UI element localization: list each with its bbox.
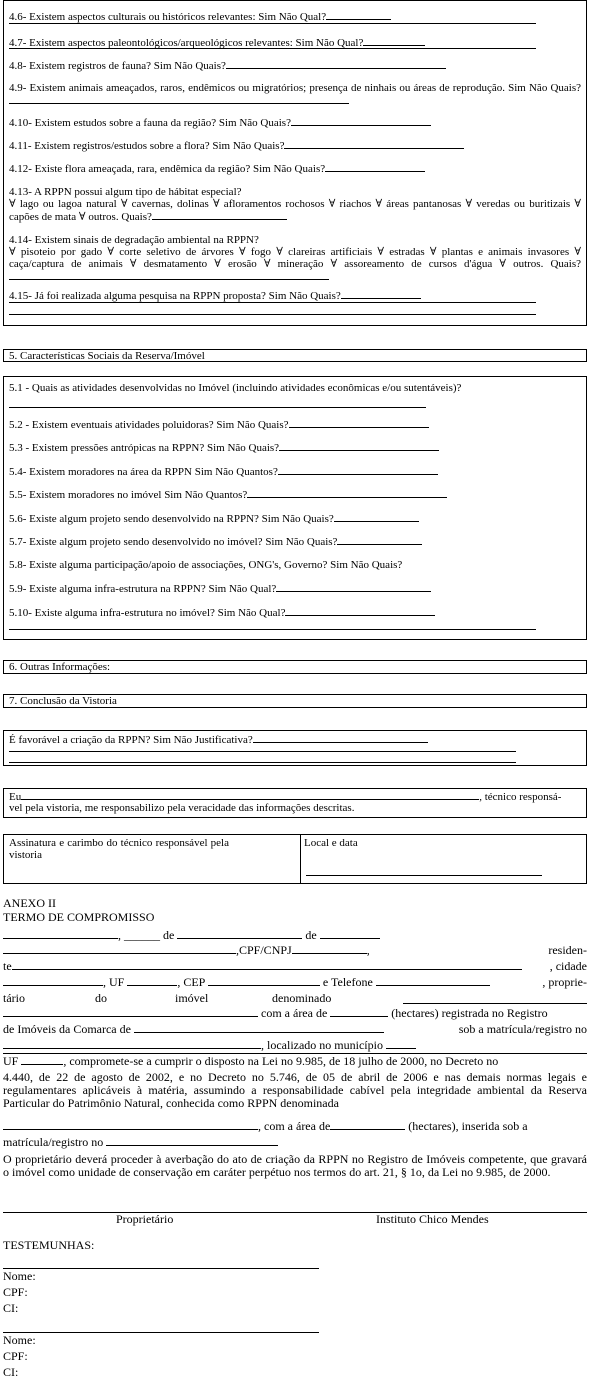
witness1-ci: CI:: [3, 1301, 19, 1315]
q4-9: 4.9- Existem animais ameaçados, raros, endêmicos ou migratórios; presença de ninhais ou áreas de reprodução. Sim Não Quais?: [9, 82, 581, 107]
annex-subheading: TERMO DE COMPROMISSO: [3, 910, 155, 924]
q4-10: 4.10- Existem estudos sobre a fauna da região? Sim Não Quais?: [9, 116, 581, 129]
term-line-3: te , cidade: [3, 959, 587, 973]
term-line-12: , com a área de (hectares), inserida sob a: [3, 1120, 587, 1133]
q5-5: 5.5- Existem moradores no imóvel Sim Não Quantos?: [9, 488, 581, 501]
q5-1: 5.1 - Quais as atividades desenvolvidas no Imóvel (incluindo atividades econômicas e/ou sutentáveis)?: [9, 382, 462, 394]
q4-7: 4.7- Existem aspectos paleontológicos/arqueológicos relevantes: Sim Não Qual?: [9, 36, 581, 49]
section7-title-box: [3, 694, 587, 708]
q4-13: 4.13- A RPPN possui algum tipo de hábitat especial?: [9, 186, 242, 198]
signature-box: [3, 834, 587, 884]
q4-13-options: ∀ lago ou lagoa natural ∀ cavernas, dolinas ∀ afloramentos rochosos ∀ riachos ∀ áreas pantanosas ∀ veredas ou buritizais ∀ capões de mata ∀ outros. Quais?: [9, 198, 581, 223]
term-line-7: de Imóveis da Comarca de sob a matrícula/registro no: [3, 1022, 587, 1036]
witness1-name: Nome:: [3, 1269, 36, 1283]
section7-statement-box: [3, 788, 587, 818]
witness2-cpf: CPF:: [3, 1349, 28, 1363]
q5-4: 5.4- Existem moradores na área da RPPN Sim Não Quantos?: [9, 465, 581, 478]
section7-question-box: [3, 730, 587, 766]
q5-9: 5.9- Existe alguma infra-estrutura na RPPN? Sim Não Qual?: [9, 582, 581, 595]
statement-line1: Eu , técnico responsá-: [9, 791, 562, 803]
question-favorable: É favorável a criação da RPPN? Sim Não Justificativa?: [9, 733, 581, 746]
term-line-13: matrícula/registro no: [3, 1136, 587, 1149]
section6-box: [3, 660, 587, 674]
term-paragraph-1: 4.440, de 22 de agosto de 2002, e no Decreto no 5.746, de 05 de abril de 2006 e nas demais normas legais e regulamentares aplicáveis à matéria, assumindo a responsabilidade cabível pela integridade ambiental da Reserva Particular do Patrimônio Natural, conhecida como RPPN denominada: [3, 1070, 587, 1110]
term-line-9: UF , compromete-se a cumprir o disposto na Lei no 9.985, de 18 julho de 2000, no Decreto no: [3, 1054, 499, 1068]
q4-14: 4.14- Existem sinais de degradação ambiental na RPPN?: [9, 234, 259, 246]
q4-11: 4.11- Existem registros/estudos sobre a flora? Sim Não Quais?: [9, 139, 581, 152]
annex-heading: ANEXO II: [3, 896, 56, 910]
section6-title: 6. Outras Informações:: [9, 661, 111, 673]
place-date-label: Local e data: [304, 837, 358, 849]
statement-line2: vel pela vistoria, me responsabilizo pela veracidade das informações descritas.: [9, 802, 355, 814]
term-line-4: , UF , CEP e Telefone , proprie-: [3, 976, 587, 989]
section5-box: [3, 376, 587, 640]
owner-label: Proprietário: [116, 1212, 174, 1226]
institute-label: Instituto Chico Mendes: [376, 1212, 489, 1226]
term-line-1: , ______ de de: [3, 929, 587, 942]
q4-15: 4.15- Já foi realizada alguma pesquisa na RPPN proposta? Sim Não Quais?: [9, 289, 581, 302]
q5-10: 5.10- Existe alguma infra-estrutura no imóvel? Sim Não Qual?: [9, 606, 581, 619]
term-line-8: , localizado no município: [3, 1039, 587, 1052]
q4-8: 4.8- Existem registros de fauna? Sim Não Quais?: [9, 59, 581, 72]
term-line-6: com a área de (hectares) registrada no Registro: [3, 1007, 587, 1020]
q4-6: 4.6- Existem aspectos culturais ou históricos relevantes: Sim Não Qual?: [9, 10, 581, 23]
q5-3: 5.3 - Existem pressões antrópicas na RPPN? Sim Não Quais?: [9, 441, 581, 454]
section5-title-box: [3, 349, 587, 362]
witnesses-label: TESTEMUNHAS:: [3, 1238, 95, 1252]
q5-8: 5.8- Existe alguma participação/apoio de associações, ONG's, Governo? Sim Não Quais?: [9, 559, 403, 571]
q5-6: 5.6- Existe algum projeto sendo desenvolvido na RPPN? Sim Não Quais?: [9, 512, 581, 525]
section5-title: 5. Características Sociais da Reserva/Imóvel: [9, 350, 205, 362]
signature-label: Assinatura e carimbo do técnico responsável pela vistoria: [9, 837, 229, 861]
term-line-2: ,CPF/CNPJ , residen-: [3, 944, 587, 957]
witness2-ci: CI:: [3, 1365, 19, 1379]
witness2-name: Nome:: [3, 1333, 36, 1347]
q5-7: 5.7- Existe algum projeto sendo desenvolvido no imóvel? Sim Não Quais?: [9, 535, 581, 548]
q5-2: 5.2 - Existem eventuais atividades poluidoras? Sim Não Quais?: [9, 418, 581, 431]
q4-14-options: ∀ pisoteio por gado ∀ corte seletivo de árvores ∀ fogo ∀ clareiras artificiais ∀ estradas ∀ plantas e animais invasores ∀ caça/captura de animais ∀ desmatamento ∀ erosão ∀ mineração ∀ assoreamento de cursos d'água ∀ outros. Quais?: [9, 246, 581, 283]
term-paragraph-2: O proprietário deverá proceder à averbação do ato de criação da RPPN no Registro de Imóveis competente, que gravará o imóvel como unidade de conservação em caráter perpétuo nos termos do art. 21, § 1o, da Lei no 9.985, de 2000.: [3, 1152, 587, 1179]
section4-box: [3, 0, 587, 326]
q4-12: 4.12- Existe flora ameaçada, rara, endêmica da região? Sim Não Quais?: [9, 162, 581, 175]
section7-title: 7. Conclusão da Vistoria: [9, 695, 117, 707]
witness1-cpf: CPF:: [3, 1285, 28, 1299]
